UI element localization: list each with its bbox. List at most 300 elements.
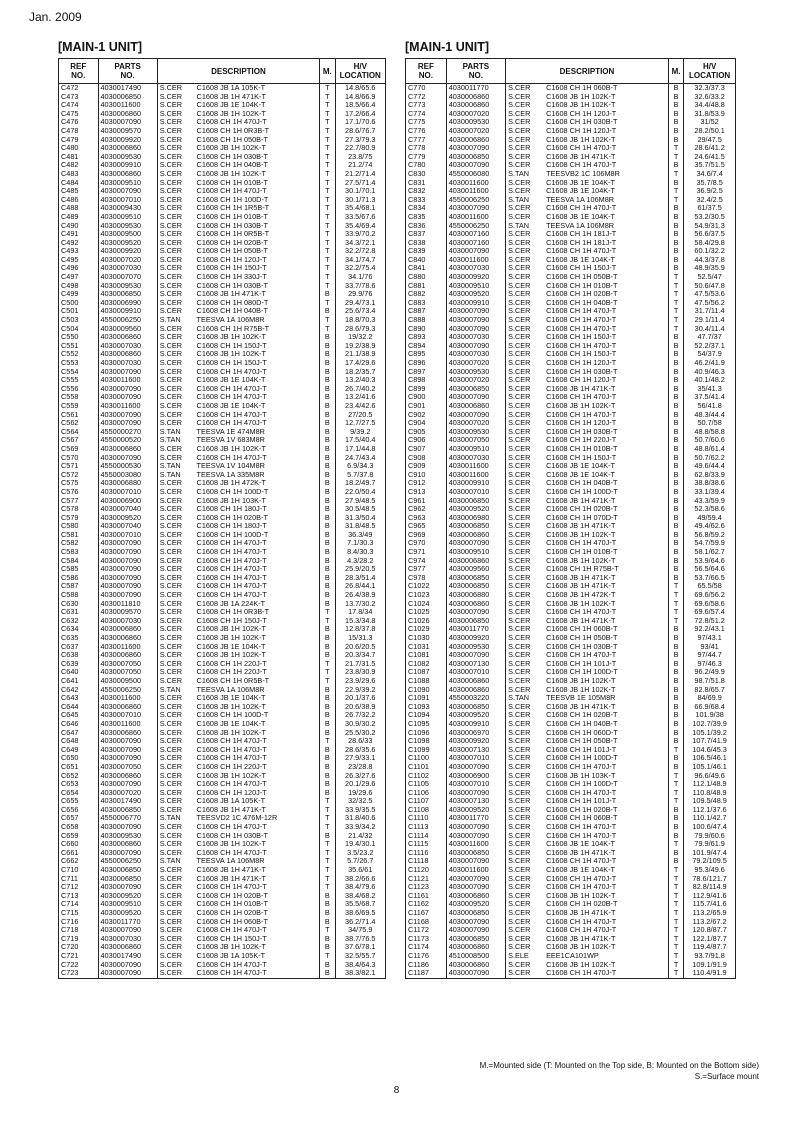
table-row: [406, 290, 736, 299]
mounted-side: B: [668, 814, 683, 823]
parts-no: 4030006860: [98, 333, 157, 342]
ref-no: C913: [406, 488, 447, 497]
part-type: S.CER: [157, 307, 194, 316]
table-row: [406, 883, 736, 892]
part-description: C1608 CH 1H 150J-T: [195, 359, 320, 368]
part-type: S.CER: [506, 213, 544, 222]
ref-no: C473: [59, 93, 99, 102]
part-type: S.CER: [506, 325, 544, 334]
parts-no: 4030009510: [446, 445, 505, 454]
table-row: [406, 823, 736, 832]
location: 122.1/87.7: [684, 935, 736, 944]
mounted-side: B: [320, 643, 335, 652]
table-row: [59, 376, 386, 385]
parts-no: 4030007130: [446, 797, 505, 806]
location: 69.6/58.6: [684, 600, 736, 609]
ref-no: C1091: [406, 694, 447, 703]
part-description: C1608 CH 1H 020B-T: [544, 505, 668, 514]
part-description: C1608 CH 1H 470J-T: [195, 591, 320, 600]
parts-no: 4030006860: [446, 892, 505, 901]
parts-no: 4030007010: [446, 668, 505, 677]
ref-no: C578: [59, 505, 99, 514]
location: 48.9/35.9: [684, 264, 736, 273]
parts-no: 4030011770: [446, 625, 505, 634]
mounted-side: B: [320, 548, 335, 557]
part-description: C1608 CH 1H 040B-T: [544, 479, 668, 488]
part-type: S.CER: [506, 497, 544, 506]
ref-no: C898: [406, 376, 447, 385]
parts-no: 4030007090: [98, 849, 157, 858]
location: 21.7/31.5: [335, 660, 386, 669]
part-description: C1608 CH 1H 101J-T: [544, 797, 668, 806]
mounted-side: T: [320, 608, 335, 617]
part-description: C1608 CH 1H 020B-T: [544, 900, 668, 909]
table-row: [406, 376, 736, 385]
parts-no: 4030007090: [446, 926, 505, 935]
part-description: C1608 CH 1H R75B-T: [195, 325, 320, 334]
parts-no: 4030007090: [446, 918, 505, 927]
table-row: [59, 660, 386, 669]
mounted-side: B: [668, 342, 683, 351]
ref-no: C1108: [406, 806, 447, 815]
part-description: C1608 CH 1H 100D-T: [195, 531, 320, 540]
part-description: C1608 CH 1H 030B-T: [195, 832, 320, 841]
location: 37.6/78.1: [335, 943, 386, 952]
location: 26.3/27.6: [335, 772, 386, 781]
parts-no: 4030006860: [446, 686, 505, 695]
ref-no: C1029: [406, 625, 447, 634]
location: 14.8/65.6: [335, 84, 386, 93]
table-row: [59, 797, 386, 806]
ref-no: C496: [59, 264, 99, 273]
table-row: [406, 93, 736, 102]
location: 43.3/59.9: [684, 497, 736, 506]
table-row: [406, 565, 736, 574]
part-type: S.CER: [506, 668, 544, 677]
location: 32.5/55.7: [335, 952, 386, 961]
parts-no: 4030006860: [98, 144, 157, 153]
location: 33.1/39.4: [684, 488, 736, 497]
ref-no: C645: [59, 711, 99, 720]
description-header: DESCRIPTION: [506, 59, 669, 84]
part-description: C1608 JB 1H 471K-T: [195, 93, 320, 102]
parts-no: 4030007020: [446, 359, 505, 368]
part-type: S.CER: [506, 969, 544, 978]
parts-no: 4030011600: [98, 643, 157, 652]
mounted-side: B: [668, 651, 683, 660]
ref-no: C1095: [406, 720, 447, 729]
part-description: C1608 CH 1H 100D-T: [195, 488, 320, 497]
ref-no: C576: [59, 488, 99, 497]
location: 28.6/33: [335, 737, 386, 746]
part-description: C1608 CH 1H 470J-T: [195, 823, 320, 832]
table-row: [406, 213, 736, 222]
mounted-side-header: M.: [320, 59, 335, 84]
part-type: S.CER: [157, 299, 194, 308]
mounted-side: T: [320, 264, 335, 273]
location: 38.2/66.6: [335, 875, 386, 884]
mounted-side: B: [668, 359, 683, 368]
table-row: [406, 531, 736, 540]
table-row: [406, 909, 736, 918]
ref-no: C643: [59, 694, 99, 703]
location: 22.7/80.9: [335, 144, 386, 153]
table-row: [59, 153, 386, 162]
part-type: S.CER: [506, 136, 544, 145]
ref-no: C965: [406, 522, 447, 531]
table-row: [406, 273, 736, 282]
parts-no: 4030017490: [98, 84, 157, 93]
part-type: S.CER: [506, 729, 544, 738]
location: 47.5/56.2: [684, 299, 736, 308]
part-type: S.CER: [157, 282, 194, 291]
ref-no: C476: [59, 118, 99, 127]
part-type: S.CER: [506, 961, 544, 970]
ref-no-header: REF NO.: [59, 59, 99, 84]
location: 33.9/70.2: [335, 230, 386, 239]
table-row: [406, 686, 736, 695]
location: 56/41.8: [684, 402, 736, 411]
part-description: C1608 CH 1H 060B-T: [544, 84, 668, 93]
parts-no: 4030011600: [446, 462, 505, 471]
parts-no: 4030006860: [98, 703, 157, 712]
mounted-side: B: [320, 772, 335, 781]
ref-no: C974: [406, 557, 447, 566]
mounted-side: T: [320, 325, 335, 334]
part-type: S.CER: [506, 505, 544, 514]
ref-no: C838: [406, 239, 447, 248]
ref-no: C567: [59, 436, 99, 445]
parts-no: 4030006900: [446, 772, 505, 781]
mounted-side: B: [668, 445, 683, 454]
ref-no: C1101: [406, 763, 447, 772]
ref-no: C841: [406, 264, 447, 273]
mounted-side: B: [668, 539, 683, 548]
part-type: S.CER: [506, 393, 544, 402]
mounted-side: B: [320, 290, 335, 299]
parts-no: 4030009520: [446, 505, 505, 514]
parts-no: 4030009920: [98, 136, 157, 145]
part-type: S.CER: [506, 814, 544, 823]
location: 31.8/53.9: [684, 110, 736, 119]
location: 93.7/91.8: [684, 952, 736, 961]
mounted-side: T: [320, 677, 335, 686]
mounted-side: B: [668, 703, 683, 712]
part-description: C1608 JB 1H 102K-T: [544, 686, 668, 695]
part-type: S.CER: [506, 144, 544, 153]
part-description: C1608 CH 1H 470J-T: [195, 582, 320, 591]
location: 28.6/41.2: [684, 144, 736, 153]
left-parts-table: [58, 58, 386, 979]
parts-no: 4030009530: [446, 368, 505, 377]
part-type: S.CER: [506, 118, 544, 127]
ref-no: C839: [406, 247, 447, 256]
ref-no: C569: [59, 445, 99, 454]
part-type: S.CER: [506, 909, 544, 918]
mounted-side: B: [668, 488, 683, 497]
mounted-side: B: [668, 136, 683, 145]
mounted-side: T: [668, 892, 683, 901]
part-type: S.CER: [506, 840, 544, 849]
ref-no: C894: [406, 342, 447, 351]
part-type: S.TAN: [157, 428, 194, 437]
part-description: C1608 CH 1H 010B-T: [544, 282, 668, 291]
parts-no: 4030007090: [446, 316, 505, 325]
parts-no: 4030007090: [98, 557, 157, 566]
part-type: S.CER: [506, 875, 544, 884]
location: 21.2/71.4: [335, 170, 386, 179]
location: 13.2/41.6: [335, 393, 386, 402]
ref-no: C1168: [406, 918, 447, 927]
mounted-side: T: [668, 952, 683, 961]
part-description: C1608 CH 1H 470J-T: [544, 316, 668, 325]
location: 53.2/30.5: [684, 213, 736, 222]
part-type: S.CER: [157, 789, 194, 798]
ref-no: C553: [59, 359, 99, 368]
ref-no: C579: [59, 514, 99, 523]
parts-no: 4030009510: [98, 179, 157, 188]
part-type: S.CER: [157, 823, 194, 832]
mounted-side: T: [668, 797, 683, 806]
part-description: C1608 JB 1H 102K-T: [195, 350, 320, 359]
ref-no: C651: [59, 763, 99, 772]
mounted-side: T: [320, 144, 335, 153]
location: 79.9/60.6: [684, 832, 736, 841]
ref-no: C1123: [406, 883, 447, 892]
part-description: TEESVA 1A 106M8R: [195, 316, 320, 325]
parts-no: 4030007090: [446, 342, 505, 351]
location: 38.6/69.5: [335, 909, 386, 918]
part-description: C1608 JB 1H 102K-T: [195, 943, 320, 952]
mounted-side: B: [320, 505, 335, 514]
part-type: S.CER: [506, 943, 544, 952]
mounted-side: T: [668, 900, 683, 909]
location: 23.9/29.6: [335, 677, 386, 686]
part-type: S.ELE: [506, 952, 544, 961]
location: 26.8/44.1: [335, 582, 386, 591]
parts-no: 4030009530: [98, 832, 157, 841]
part-description: C1608 CH 1H 020B-T: [544, 290, 668, 299]
ref-no: C630: [59, 600, 99, 609]
part-description: C1608 CH 1H 470J-T: [195, 969, 320, 978]
ref-no: C1088: [406, 677, 447, 686]
ref-no: C501: [59, 307, 99, 316]
parts-no: 4030007090: [446, 325, 505, 334]
mounted-side: B: [668, 497, 683, 506]
mounted-side: B: [668, 763, 683, 772]
ref-no: C581: [59, 531, 99, 540]
parts-no: 4030007090: [98, 548, 157, 557]
ref-no: C499: [59, 290, 99, 299]
table-row: [59, 814, 386, 823]
parts-no: 4030007090: [98, 574, 157, 583]
ref-no: C1113: [406, 823, 447, 832]
parts-no: 4030007040: [98, 522, 157, 531]
table-row: [59, 789, 386, 798]
location: 49.4/62.6: [684, 522, 736, 531]
table-row: [59, 961, 386, 970]
parts-no: 4030011600: [446, 187, 505, 196]
part-type: S.CER: [506, 935, 544, 944]
table-row: [59, 832, 386, 841]
ref-no: C1093: [406, 703, 447, 712]
parts-no: 4030007010: [446, 780, 505, 789]
part-type: S.CER: [157, 694, 194, 703]
parts-no: 4030009910: [446, 479, 505, 488]
table-row: [406, 187, 736, 196]
part-type: S.CER: [506, 926, 544, 935]
parts-no: 4030011600: [446, 179, 505, 188]
part-description: C1608 JB 1H 103K-T: [195, 497, 320, 506]
part-description: C1608 CH 1H 470J-T: [195, 539, 320, 548]
table-row: [59, 823, 386, 832]
part-description: C1608 CH 1H 010B-T: [544, 445, 668, 454]
table-row: [59, 625, 386, 634]
location: 20.6/38.9: [335, 703, 386, 712]
part-description: C1608 CH 1H 040B-T: [544, 299, 668, 308]
ref-no: C1115: [406, 840, 447, 849]
table-row: [59, 118, 386, 127]
ref-no: C912: [406, 479, 447, 488]
table-row: [59, 204, 386, 213]
table-row: [406, 350, 736, 359]
part-description: C1608 CH 1H 470J-T: [544, 144, 668, 153]
parts-no: 4030017490: [98, 952, 157, 961]
mounted-side: B: [320, 479, 335, 488]
parts-no: 4030007070: [98, 273, 157, 282]
ref-no: C585: [59, 565, 99, 574]
location: 30.4/11.4: [684, 325, 736, 334]
part-type: S.CER: [157, 136, 194, 145]
ref-no: C1030: [406, 634, 447, 643]
location: 32/32.5: [335, 797, 386, 806]
part-type: S.CER: [157, 222, 194, 231]
parts-no: 4030007090: [446, 651, 505, 660]
location: 18.5/66.4: [335, 101, 386, 110]
part-type: S.CER: [157, 565, 194, 574]
part-description: C1608 CH 1H 080D-T: [195, 299, 320, 308]
table-row: [406, 247, 736, 256]
ref-no: C562: [59, 419, 99, 428]
parts-no: 4030007090: [98, 368, 157, 377]
part-description: C1608 CH 1H 470J-T: [544, 832, 668, 841]
parts-no: 4030006860: [446, 961, 505, 970]
mounted-side: T: [320, 101, 335, 110]
table-row: [59, 514, 386, 523]
mounted-side: B: [668, 857, 683, 866]
table-row: [406, 634, 736, 643]
part-description: C1608 JB 1H 471K-T: [544, 385, 668, 394]
location: 12.8/37.8: [335, 625, 386, 634]
parts-no: 4550006250: [98, 857, 157, 866]
parts-no: 4030006850: [98, 866, 157, 875]
location: 52.3/58.6: [684, 505, 736, 514]
ref-no: C900: [406, 393, 447, 402]
location: 35.6/61: [335, 866, 386, 875]
table-row: [59, 436, 386, 445]
location: 48.3/44.4: [684, 411, 736, 420]
location: 22.9/39.2: [335, 686, 386, 695]
part-type: S.CER: [506, 359, 544, 368]
mounted-side: T: [320, 660, 335, 669]
location: 35.7/51.5: [684, 161, 736, 170]
mounted-side: T: [668, 875, 683, 884]
ref-no: C774: [406, 110, 447, 119]
mounted-side: T: [668, 617, 683, 626]
mounted-side: T: [320, 883, 335, 892]
parts-no: 4030007090: [98, 393, 157, 402]
ref-no: C777: [406, 136, 447, 145]
ref-no: C495: [59, 256, 99, 265]
mounted-side: T: [320, 823, 335, 832]
table-row: [406, 471, 736, 480]
part-type: S.CER: [157, 187, 194, 196]
part-type: S.CER: [157, 264, 194, 273]
ref-no: C584: [59, 557, 99, 566]
part-description: C1608 CH 1H 470J-T: [195, 746, 320, 755]
mounted-side: B: [320, 763, 335, 772]
ref-no: C719: [59, 935, 99, 944]
mounted-side: T: [668, 772, 683, 781]
part-description: C1608 CH 1H 010B-T: [195, 900, 320, 909]
location: 8.4/30.3: [335, 548, 386, 557]
part-type: S.CER: [506, 454, 544, 463]
location: 52.2/37.1: [684, 342, 736, 351]
parts-no: 4030007030: [446, 264, 505, 273]
mounted-side: T: [320, 256, 335, 265]
mounted-side: B: [320, 454, 335, 463]
mounted-side: T: [320, 196, 335, 205]
part-description: C1608 JB 1H 102K-T: [195, 333, 320, 342]
table-header-row: [406, 59, 736, 84]
table-row: [59, 488, 386, 497]
location: 35.4/68.1: [335, 204, 386, 213]
parts-no: 4030009530: [446, 428, 505, 437]
mounted-side: B: [320, 892, 335, 901]
table-row: [406, 720, 736, 729]
part-description: C1608 CH 1H 470J-T: [544, 342, 668, 351]
table-row: [59, 883, 386, 892]
parts-no: 4030009530: [98, 282, 157, 291]
parts-no: 4030006850: [446, 703, 505, 712]
ref-no: C906: [406, 436, 447, 445]
part-description: C1608 CH 1H 010B-T: [195, 179, 320, 188]
parts-no: 4030007090: [446, 144, 505, 153]
mounted-side: B: [668, 402, 683, 411]
table-row: [406, 935, 736, 944]
ref-no: C498: [59, 282, 99, 291]
table-row: [59, 187, 386, 196]
mounted-side: T: [668, 325, 683, 334]
parts-no: 4030007030: [446, 454, 505, 463]
mounted-side: T: [668, 273, 683, 282]
parts-no: 4030009520: [446, 900, 505, 909]
ref-no: C721: [59, 952, 99, 961]
mounted-side: B: [668, 84, 683, 93]
mounted-side: B: [320, 411, 335, 420]
part-type: S.CER: [157, 548, 194, 557]
part-type: S.CER: [506, 789, 544, 798]
mounted-side: T: [320, 857, 335, 866]
ref-no: C881: [406, 282, 447, 291]
part-description: C1608 JB 1H 102K-T: [195, 840, 320, 849]
location: 50.7/58: [684, 419, 736, 428]
table-row: [59, 711, 386, 720]
table-row: [406, 746, 736, 755]
ref-no: C554: [59, 368, 99, 377]
mounted-side: B: [668, 625, 683, 634]
part-type: S.CER: [506, 488, 544, 497]
